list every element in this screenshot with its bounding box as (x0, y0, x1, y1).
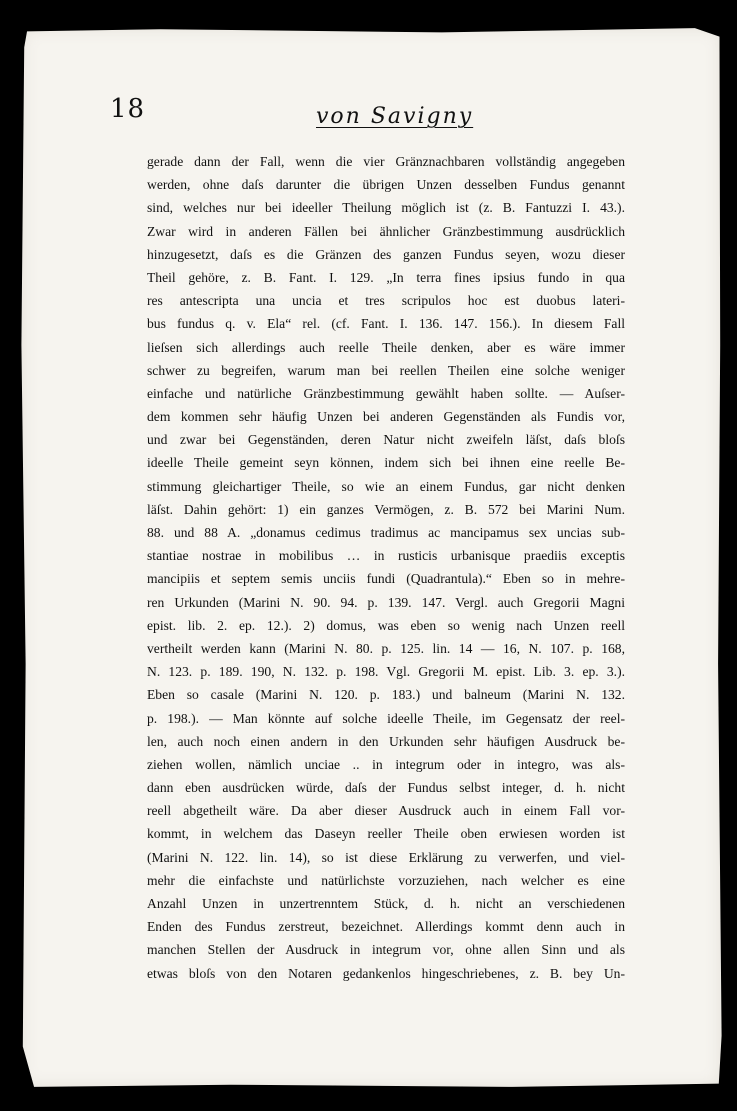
running-head: von Savigny (316, 104, 474, 129)
text-line: 88. und 88 A. „donamus cedimus tradimus ac mancipamus sex uncias sub- (147, 525, 625, 540)
text-line: Anzahl Unzen in unzertrenntem Stück, d. h. nicht an verschiedenen (147, 896, 625, 911)
body-text (147, 150, 625, 985)
text-line: kommt, in welchem das Daseyn reeller Theile oben erwiesen worden ist (147, 826, 625, 842)
text-line: gerade dann der Fall, wenn die vier Gränznachbaren vollständig angegeben (147, 154, 625, 169)
text-line: epist. lib. 2. ep. 12.). 2) domus, was eben so wenig nach Unzen reell (147, 617, 625, 633)
text-line: schwer zu begreifen, warum man bei reellen Theilen eine solche weniger (147, 362, 625, 378)
text-line: dann eben ausdrücken würde, daſs der Fundus selbst integer, d. h. nicht (147, 780, 625, 796)
text-line: res antescripta una uncia et tres scripulos hoc est duobus lateri- (147, 293, 625, 309)
text-line: Zwar wird in anderen Fällen bei ähnlicher Gränzbestimmung ausdrücklich (147, 223, 625, 239)
text-line: ziehen wollen, nämlich unciae .. in integrum oder in integro, was als- (147, 756, 625, 772)
text-line: sind, welches nur bei ideeller Theilung möglich ist (z. B. Fantuzzi I. 43.). (147, 200, 625, 216)
text-line: ideelle Theile gemeint seyn können, indem sich bei ihnen eine reelle Be- (147, 455, 625, 471)
text-line: stantiae nostrae in mobilibus … in rusticis urbanisque praediis exceptis (147, 548, 625, 564)
text-line: N. 123. p. 189. 190, N. 132. p. 198. Vgl. Gregorii M. epist. Lib. 3. ep. 3.). (147, 664, 625, 680)
text-line: reell abgetheilt wäre. Da aber dieser Ausdruck auch in einem Fall vor- (147, 803, 625, 819)
text-line: vertheilt werden kann (Marini N. 80. p. 125. lin. 14 — 16, N. 107. p. 168, (147, 640, 625, 656)
text-line: und zwar bei Gegenständen, deren Natur nicht zweifeln läſst, daſs bloſs (147, 432, 625, 448)
text-line: bus fundus q. v. Ela“ rel. (cf. Fant. I. 136. 147. 156.). In diesem Fall (147, 316, 625, 332)
text-line: werden, ohne daſs darunter die übrigen Unzen desselben Fundus genannt (147, 177, 625, 193)
text-line: etwas bloſs von den Notaren gedankenlos hingeschriebenes, z. B. bey Un- (147, 965, 625, 981)
text-line: einfache und natürliche Gränzbestimmung gewählt haben sollte. — Auſser- (147, 385, 625, 401)
text-line: ren Urkunden (Marini N. 90. 94. p. 139. 147. Vergl. auch Gregorii Magni (147, 594, 625, 610)
text-line: mehr die einfachste und natürlichste vorzuziehen, nach welcher es eine (147, 872, 625, 888)
page-header (110, 94, 620, 134)
text-line: manchen Stellen der Ausdruck in integrum vor, ohne allen Sinn und als (147, 942, 625, 958)
text-line: Enden des Fundus zerstreut, bezeichnet. Allerdings kommt denn auch in (147, 919, 625, 935)
text-line: stimmung gleichartiger Theile, so wie an einem Fundus, gar nicht denken (147, 478, 625, 494)
text-line: hinzugesetzt, daſs es die Gränzen des ganzen Fundus seyen, wozu dieser (147, 246, 625, 262)
page-number: 18 (110, 94, 146, 124)
text-line: lieſsen sich allerdings auch reelle Theile denken, aber es wäre immer (147, 339, 625, 355)
text-line: läſst. Dahin gehört: 1) ein ganzes Vermögen, z. B. 572 bei Marini Num. (147, 501, 625, 517)
text-line: Theil gehöre, z. B. Fant. I. 129. „In terra fines ipsius fundo in qua (147, 269, 625, 285)
text-line: dem kommen sehr häufig Unzen bei anderen Gegenständen als Fundis vor, (147, 409, 625, 425)
text-line: mancipiis et septem semis unciis fundi (Quadrantula).“ Eben so in mehre- (147, 571, 625, 587)
text-line: (Marini N. 122. lin. 14), so ist diese Erklärung zu verwerfen, und viel- (147, 849, 625, 865)
text-line: Eben so casale (Marini N. 120. p. 183.) und balneum (Marini N. 132. (147, 687, 625, 703)
text-line: p. 198.). — Man könnte auf solche ideelle Theile, im Gegensatz der reel- (147, 710, 625, 726)
text-line: len, auch noch einen andern in den Urkunden sehr häufigen Ausdruck be- (147, 733, 625, 749)
